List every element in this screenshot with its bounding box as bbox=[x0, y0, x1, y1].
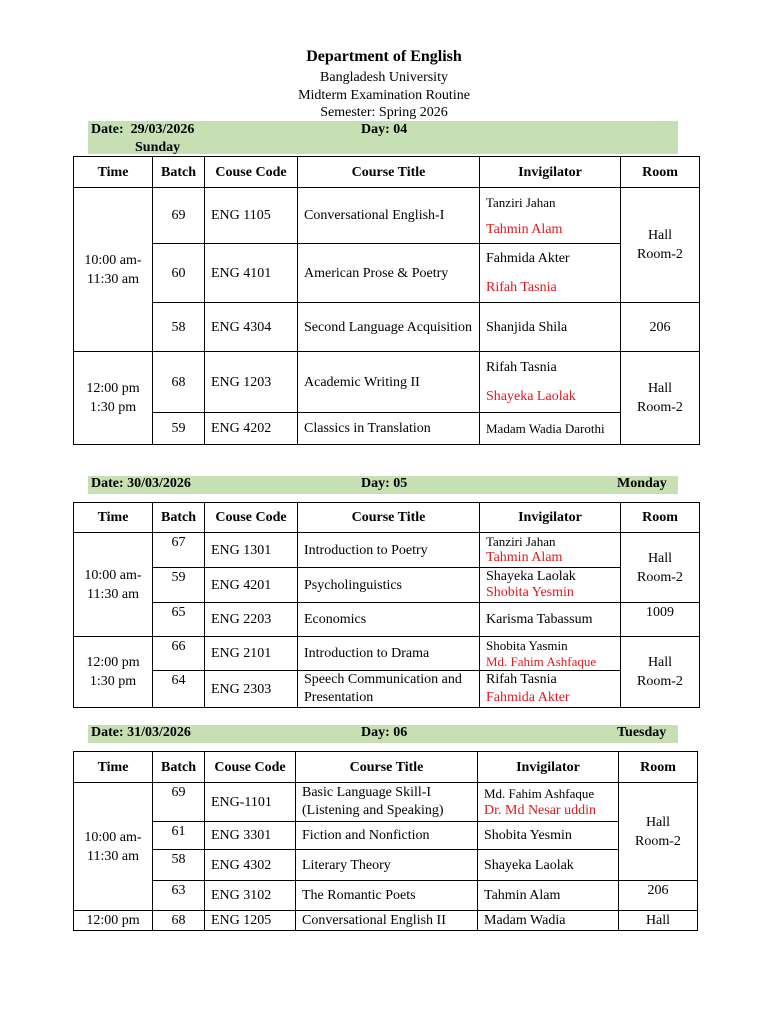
batch-cell: 68 bbox=[153, 911, 205, 931]
col-header-invigilator: Invigilator bbox=[480, 503, 621, 533]
course-code-cell: ENG 3102 bbox=[205, 881, 296, 911]
course-code-cell: ENG 4101 bbox=[205, 244, 298, 303]
room-cell: 206 bbox=[621, 303, 700, 352]
invigilator-cell: Shayeka Laolak bbox=[478, 850, 619, 881]
col-header-code: Couse Code bbox=[205, 157, 298, 188]
course-title-cell: Conversational English II bbox=[296, 911, 478, 931]
batch-cell: 58 bbox=[153, 850, 205, 881]
batch-cell: 60 bbox=[153, 244, 205, 303]
university-name: Bangladesh University bbox=[320, 70, 448, 85]
batch-cell: 69 bbox=[153, 188, 205, 244]
batch-cell: 59 bbox=[153, 568, 205, 603]
course-code-cell: ENG 2303 bbox=[205, 671, 298, 708]
col-header-time: Time bbox=[74, 157, 153, 188]
course-title-cell: The Romantic Poets bbox=[296, 881, 478, 911]
invigilator-secondary: Md. Fahim Ashfaque bbox=[486, 653, 597, 669]
table-row bbox=[74, 352, 700, 413]
invigilator-cell: Madam Wadia bbox=[478, 911, 619, 931]
course-code-cell: ENG 1301 bbox=[205, 533, 298, 568]
course-code-cell: ENG 4302 bbox=[205, 850, 296, 881]
batch-cell: 65 bbox=[153, 603, 205, 637]
col-header-batch: Batch bbox=[153, 503, 205, 533]
invigilator-primary: Md. Fahim Ashfaque bbox=[484, 786, 595, 801]
day-label: Day: 04 bbox=[361, 122, 408, 137]
course-title-cell: Economics bbox=[298, 603, 480, 637]
course-code-cell: ENG 2101 bbox=[205, 637, 298, 671]
table-row bbox=[74, 188, 700, 244]
invigilator-primary: Shayeka Laolak bbox=[486, 569, 576, 584]
room-cell: Hall Room-2 bbox=[619, 783, 698, 881]
table-row bbox=[74, 671, 700, 708]
course-code-cell: ENG 1205 bbox=[205, 911, 296, 931]
invigilator-cell bbox=[480, 637, 621, 671]
col-header-invigilator: Invigilator bbox=[478, 752, 619, 783]
course-title-cell: Introduction to Drama bbox=[298, 637, 480, 671]
batch-cell: 61 bbox=[153, 822, 205, 850]
routine-table-day06 bbox=[73, 751, 698, 931]
invigilator-cell: Shobita Yesmin bbox=[478, 822, 619, 850]
col-header-title: Course Title bbox=[298, 157, 480, 188]
course-code-cell: ENG 1203 bbox=[205, 352, 298, 413]
time-slot: 10:00 am- 11:30 am bbox=[74, 188, 153, 352]
course-title-cell: Academic Writing II bbox=[298, 352, 480, 413]
col-header-code: Couse Code bbox=[205, 503, 298, 533]
batch-cell: 67 bbox=[153, 533, 205, 568]
course-title-cell: Conversational English-I bbox=[298, 188, 480, 244]
invigilator-primary: Rifah Tasnia bbox=[486, 672, 557, 687]
table-row bbox=[74, 603, 700, 637]
batch-cell: 68 bbox=[153, 352, 205, 413]
invigilator-cell bbox=[480, 533, 621, 568]
invigilator-secondary: Tahmin Alam bbox=[486, 550, 563, 565]
time-slot: 12:00 pm 1:30 pm bbox=[74, 637, 153, 708]
invigilator-primary: Tanziri Jahan bbox=[486, 534, 556, 549]
invigilator-cell: Tahmin Alam bbox=[478, 881, 619, 911]
course-title-cell: Basic Language Skill-I (Listening and Speaking) bbox=[296, 783, 478, 822]
date-label: Date: 30/03/2026 bbox=[91, 476, 191, 491]
routine-table-day05 bbox=[73, 502, 700, 708]
col-header-title: Course Title bbox=[298, 503, 480, 533]
table-row bbox=[74, 244, 700, 303]
table-row bbox=[74, 637, 700, 671]
invigilator-secondary: Dr. Md Nesar uddin bbox=[484, 803, 596, 818]
table-row bbox=[74, 822, 698, 850]
col-header-room: Room bbox=[619, 752, 698, 783]
invigilator-secondary: Rifah Tasnia bbox=[486, 280, 557, 295]
invigilator-primary: Fahmida Akter bbox=[486, 251, 570, 266]
course-title-cell: Second Language Acquisition bbox=[298, 303, 480, 352]
table-row bbox=[74, 303, 700, 352]
table-row bbox=[74, 881, 698, 911]
day-label: Day: 06 bbox=[361, 725, 408, 740]
invigilator-cell bbox=[480, 671, 621, 708]
course-title-cell: Fiction and Nonfiction bbox=[296, 822, 478, 850]
batch-cell: 64 bbox=[153, 671, 205, 708]
department-title: Department of English bbox=[306, 48, 462, 65]
room-cell: Hall Room-2 bbox=[621, 352, 700, 445]
col-header-invigilator: Invigilator bbox=[480, 157, 621, 188]
table-row bbox=[74, 568, 700, 603]
batch-cell: 59 bbox=[153, 413, 205, 445]
routine-title: Midterm Examination Routine bbox=[298, 88, 470, 103]
table-row bbox=[74, 533, 700, 568]
col-header-title: Course Title bbox=[296, 752, 478, 783]
date-band-day06 bbox=[88, 725, 678, 743]
col-header-code: Couse Code bbox=[205, 752, 296, 783]
course-code-cell: ENG 1105 bbox=[205, 188, 298, 244]
date-band-day05 bbox=[88, 476, 678, 494]
col-header-batch: Batch bbox=[153, 157, 205, 188]
table-row bbox=[74, 783, 698, 822]
batch-cell: 69 bbox=[153, 783, 205, 822]
room-cell: Hall bbox=[619, 911, 698, 931]
col-header-time: Time bbox=[74, 752, 153, 783]
course-title-cell: American Prose & Poetry bbox=[298, 244, 480, 303]
course-code-cell: ENG 3301 bbox=[205, 822, 296, 850]
date-label: Date: 29/03/2026 bbox=[91, 122, 195, 137]
course-title-cell: Speech Communication and Presentation bbox=[298, 671, 480, 708]
batch-cell: 63 bbox=[153, 881, 205, 911]
routine-table-day04 bbox=[73, 156, 700, 445]
invigilator-secondary: Fahmida Akter bbox=[486, 690, 570, 705]
invigilator-cell bbox=[480, 568, 621, 603]
table-row bbox=[74, 850, 698, 881]
invigilator-secondary: Shayeka Laolak bbox=[486, 389, 576, 404]
weekday-label: Monday bbox=[617, 476, 667, 491]
room-cell: 206 bbox=[619, 881, 698, 911]
invigilator-cell bbox=[480, 188, 621, 244]
col-header-room: Room bbox=[621, 503, 700, 533]
time-slot: 12:00 pm 1:30 pm bbox=[74, 352, 153, 445]
room-cell: Hall Room-2 bbox=[621, 637, 700, 708]
invigilator-secondary: Shobita Yesmin bbox=[486, 585, 574, 600]
invigilator-primary: Tanziri Jahan bbox=[486, 194, 556, 210]
course-title-cell: Introduction to Poetry bbox=[298, 533, 480, 568]
weekday-label: Tuesday bbox=[617, 725, 667, 740]
day-label: Day: 05 bbox=[361, 476, 408, 491]
weekday-label: Sunday bbox=[135, 140, 181, 155]
table-row bbox=[74, 911, 698, 931]
time-slot: 12:00 pm bbox=[74, 911, 153, 931]
invigilator-cell bbox=[480, 244, 621, 303]
batch-cell: 66 bbox=[153, 637, 205, 671]
table-row bbox=[74, 413, 700, 445]
invigilator-primary: Rifah Tasnia bbox=[486, 360, 557, 375]
invigilator-cell bbox=[480, 352, 621, 413]
batch-cell: 58 bbox=[153, 303, 205, 352]
invigilator-cell: Madam Wadia Darothi bbox=[480, 413, 621, 445]
course-title-cell: Psycholinguistics bbox=[298, 568, 480, 603]
course-code-cell: ENG 4304 bbox=[205, 303, 298, 352]
course-title-cell: Literary Theory bbox=[296, 850, 478, 881]
semester-label: Semester: Spring 2026 bbox=[320, 105, 448, 120]
course-code-cell: ENG 4202 bbox=[205, 413, 298, 445]
invigilator-cell: Shanjida Shila bbox=[480, 303, 621, 352]
time-slot: 10:00 am- 11:30 am bbox=[74, 783, 153, 911]
col-header-room: Room bbox=[621, 157, 700, 188]
col-header-batch: Batch bbox=[153, 752, 205, 783]
invigilator-secondary: Tahmin Alam bbox=[486, 221, 563, 237]
room-cell: 1009 bbox=[621, 603, 700, 637]
time-slot: 10:00 am- 11:30 am bbox=[74, 533, 153, 637]
date-label: Date: 31/03/2026 bbox=[91, 725, 191, 740]
course-code-cell: ENG 4201 bbox=[205, 568, 298, 603]
date-band-day04 bbox=[88, 121, 678, 154]
course-title-cell: Classics in Translation bbox=[298, 413, 480, 445]
invigilator-cell bbox=[478, 783, 619, 822]
course-code-cell: ENG-1101 bbox=[205, 783, 296, 822]
invigilator-primary: Shobita Yasmin bbox=[486, 637, 568, 653]
room-cell: Hall Room-2 bbox=[621, 188, 700, 303]
col-header-time: Time bbox=[74, 503, 153, 533]
room-cell: Hall Room-2 bbox=[621, 533, 700, 603]
invigilator-cell: Karisma Tabassum bbox=[480, 603, 621, 637]
course-code-cell: ENG 2203 bbox=[205, 603, 298, 637]
